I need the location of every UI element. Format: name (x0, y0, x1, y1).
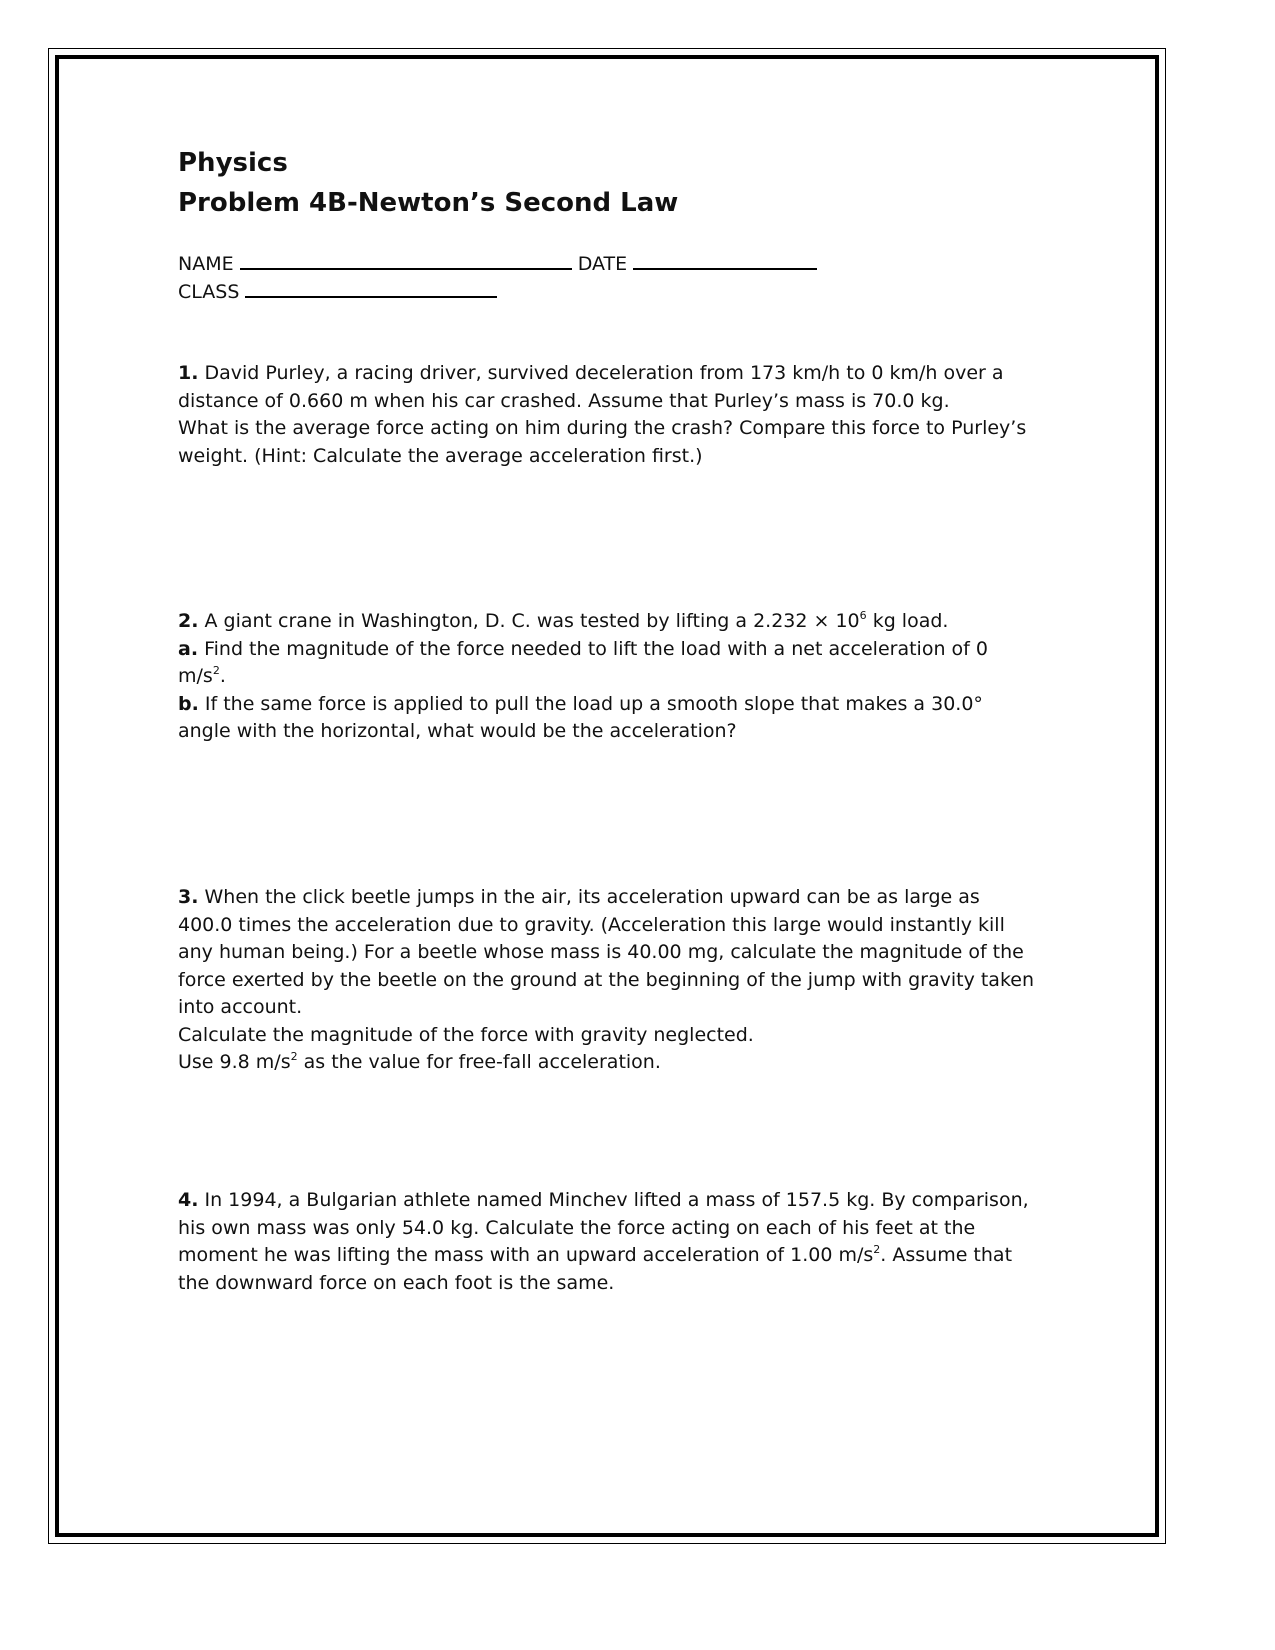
problem-2-part-a (178, 636, 1038, 691)
superscript: 6 (859, 609, 867, 622)
problem-text: . Assume that the downward force on each foot is the same. (178, 1244, 1013, 1294)
part-label: a. (178, 637, 199, 660)
problem-2-intro (178, 608, 1038, 636)
part-text: If the same force is applied to pull the load up a smooth slope that makes a 30.0° angle with the horizontal, what would be the acceleration? (178, 692, 983, 742)
name-date-row (178, 248, 1058, 276)
problem-text: A giant crane in Washington, D. C. was tested by lifting a 2.232 × 10 (204, 610, 860, 632)
part-label: b. (178, 692, 199, 715)
worksheet-title: Problem 4B-Newton’s Second Law (178, 188, 679, 218)
problem-2 (178, 608, 1038, 746)
problem-1 (178, 360, 1038, 470)
problem-3 (178, 884, 1038, 1077)
problem-3-para-c (178, 1049, 1038, 1077)
problem-text: David Purley, a racing driver, survived deceleration from 173 km/h to 0 km/h over a distance of 0.660 m when his car crashed. Assume that Purley’s mass is 70.0 kg. (178, 362, 1004, 412)
problem-4 (178, 1187, 1038, 1297)
problem-4-para (178, 1187, 1038, 1297)
problem-text: as the value for free-fall acceleration. (297, 1051, 661, 1073)
problem-1-para-a (178, 360, 1038, 415)
part-text: Find the magnitude of the force needed to lift the load with a net acceleration of 0 m/s (178, 637, 988, 687)
problem-number: 2. (178, 610, 199, 632)
class-row (178, 276, 1058, 304)
subject-heading: Physics (178, 148, 288, 178)
name-blank[interactable] (240, 248, 572, 270)
problem-3-para-a (178, 884, 1038, 1022)
superscript: 2 (290, 1050, 298, 1063)
date-label: DATE (577, 253, 628, 275)
problem-text: kg load. (866, 610, 949, 632)
class-blank[interactable] (245, 276, 497, 298)
problem-1-para-b: What is the average force acting on him during the crash? Compare this force to Purley’s weight. (Hint: Calculate the average acceleration first.) (178, 417, 1027, 467)
problem-3-para-b: Calculate the magnitude of the force with gravity neglected. (178, 1023, 754, 1046)
problem-number: 4. (178, 1189, 199, 1211)
class-label: CLASS (178, 281, 240, 303)
superscript: 2 (873, 1243, 881, 1256)
date-blank[interactable] (633, 248, 817, 270)
problem-2-part-b (178, 691, 1038, 746)
problem-text: In 1994, a Bulgarian athlete named Minchev lifted a mass of 157.5 kg. By comparison, his own mass was only 54.0 kg. Calculate the force acting on each of his feet at the moment he was lifting the mass with an upward acceleration of 1.00 m/s (178, 1189, 1029, 1266)
problem-number: 1. (178, 362, 199, 384)
problem-number: 3. (178, 886, 199, 908)
problem-text: When the click beetle jumps in the air, its acceleration upward can be as large as 400.0 times the acceleration due to gravity. (Acceleration this large would instantly kill any human being.) For a beetle whose mass is 40.00 mg, calculate the magnitude of the force exerted by the beetle on the ground at the beginning of the jump with gravity taken into account. (178, 886, 1035, 1018)
superscript: 2 (212, 664, 220, 677)
problem-text: Use 9.8 m/s (178, 1051, 291, 1073)
name-label: NAME (178, 253, 234, 275)
student-info-form (178, 248, 1058, 304)
part-text-end: . (219, 665, 226, 687)
